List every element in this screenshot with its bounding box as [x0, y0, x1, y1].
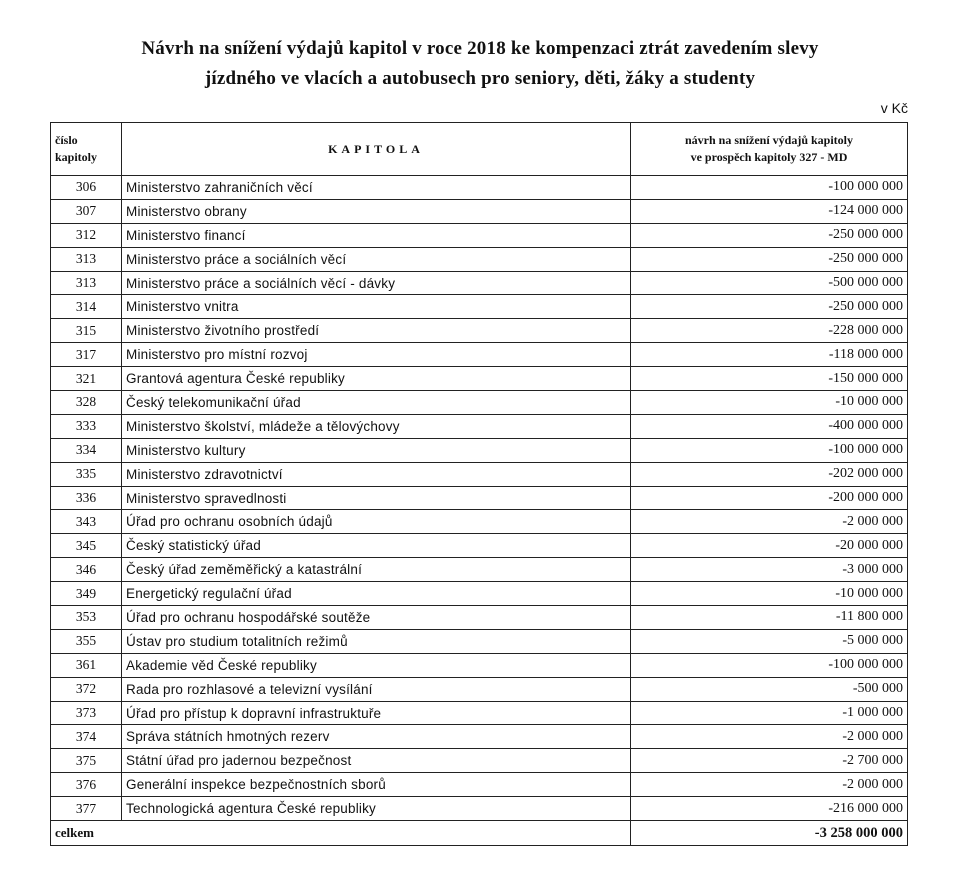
chapter-number-cell: 321	[51, 367, 122, 391]
table-row	[51, 223, 908, 247]
chapter-name-cell: Ministerstvo zahraničních věcí	[122, 176, 631, 200]
chapter-name-cell: Ministerstvo vnitra	[122, 295, 631, 319]
table-row	[51, 199, 908, 223]
chapter-name-cell: Ústav pro studium totalitních režimů	[122, 629, 631, 653]
table-row	[51, 749, 908, 773]
header-chapter-number: číslo kapitoly	[51, 123, 122, 176]
chapter-number-cell: 375	[51, 749, 122, 773]
budget-table	[50, 122, 908, 846]
table-row	[51, 510, 908, 534]
chapter-number-cell: 355	[51, 629, 122, 653]
chapter-value-cell: -2 700 000	[631, 749, 908, 773]
table-row	[51, 343, 908, 367]
chapter-value-cell: -3 000 000	[631, 558, 908, 582]
document-title	[40, 34, 920, 94]
chapter-value-cell: -500 000	[631, 677, 908, 701]
chapter-number-cell: 315	[51, 319, 122, 343]
table-row	[51, 486, 908, 510]
chapter-value-cell: -118 000 000	[631, 343, 908, 367]
chapter-name-cell: Ministerstvo spravedlnosti	[122, 486, 631, 510]
table-row	[51, 176, 908, 200]
chapter-value-cell: -250 000 000	[631, 295, 908, 319]
chapter-number-cell: 307	[51, 199, 122, 223]
chapter-number-cell: 328	[51, 391, 122, 415]
chapter-name-cell: Český úřad zeměměřický a katastrální	[122, 558, 631, 582]
chapter-value-cell: -10 000 000	[631, 582, 908, 606]
table-row	[51, 677, 908, 701]
table-row	[51, 462, 908, 486]
chapter-name-cell: Ministerstvo financí	[122, 223, 631, 247]
table-row	[51, 606, 908, 630]
table-row	[51, 797, 908, 821]
chapter-number-cell: 353	[51, 606, 122, 630]
chapter-value-cell: -400 000 000	[631, 414, 908, 438]
total-value: -3 258 000 000	[631, 821, 908, 846]
chapter-value-cell: -100 000 000	[631, 653, 908, 677]
table-body	[51, 176, 908, 821]
chapter-number-cell: 334	[51, 438, 122, 462]
table-row	[51, 653, 908, 677]
title-line-2: jízdného ve vlacích a autobusech pro seniory, děti, žáky a studenty	[204, 68, 756, 89]
chapter-name-cell: Rada pro rozhlasové a televizní vysílání	[122, 677, 631, 701]
chapter-value-cell: -228 000 000	[631, 319, 908, 343]
table-row	[51, 629, 908, 653]
chapter-number-cell: 317	[51, 343, 122, 367]
table-row	[51, 558, 908, 582]
table-row	[51, 534, 908, 558]
chapter-value-cell: -124 000 000	[631, 199, 908, 223]
chapter-value-cell: -1 000 000	[631, 701, 908, 725]
chapter-name-cell: Ministerstvo školství, mládeže a tělovýchovy	[122, 414, 631, 438]
header-reduction-value: návrh na snížení výdajů kapitoly ve prospěch kapitoly 327 - MD	[631, 123, 908, 176]
total-label: celkem	[51, 821, 631, 846]
chapter-number-cell: 336	[51, 486, 122, 510]
chapter-name-cell: Státní úřad pro jadernou bezpečnost	[122, 749, 631, 773]
chapter-value-cell: -202 000 000	[631, 462, 908, 486]
chapter-number-cell: 374	[51, 725, 122, 749]
chapter-number-cell: 377	[51, 797, 122, 821]
chapter-name-cell: Ministerstvo zdravotnictví	[122, 462, 631, 486]
chapter-name-cell: Ministerstvo obrany	[122, 199, 631, 223]
chapter-value-cell: -150 000 000	[631, 367, 908, 391]
chapter-number-cell: 314	[51, 295, 122, 319]
table-row	[51, 295, 908, 319]
chapter-number-cell: 373	[51, 701, 122, 725]
chapter-name-cell: Český statistický úřad	[122, 534, 631, 558]
table-row	[51, 414, 908, 438]
chapter-number-cell: 376	[51, 773, 122, 797]
chapter-name-cell: Ministerstvo pro místní rozvoj	[122, 343, 631, 367]
chapter-number-cell: 372	[51, 677, 122, 701]
title-line-1: Návrh na snížení výdajů kapitol v roce 2018 ke kompenzaci ztrát zavedením slevy	[141, 38, 819, 59]
chapter-number-cell: 345	[51, 534, 122, 558]
chapter-number-cell: 361	[51, 653, 122, 677]
chapter-name-cell: Český telekomunikační úřad	[122, 391, 631, 415]
total-row	[51, 821, 908, 846]
chapter-value-cell: -2 000 000	[631, 773, 908, 797]
chapter-name-cell: Ministerstvo práce a sociálních věcí	[122, 247, 631, 271]
header-chapter-name: KAPITOLA	[122, 123, 631, 176]
table-row	[51, 701, 908, 725]
chapter-number-cell: 306	[51, 176, 122, 200]
chapter-number-cell: 333	[51, 414, 122, 438]
chapter-name-cell: Úřad pro přístup k dopravní infrastruktuře	[122, 701, 631, 725]
table-row	[51, 391, 908, 415]
chapter-value-cell: -250 000 000	[631, 247, 908, 271]
chapter-value-cell: -100 000 000	[631, 438, 908, 462]
chapter-value-cell: -5 000 000	[631, 629, 908, 653]
table-row	[51, 773, 908, 797]
chapter-name-cell: Grantová agentura České republiky	[122, 367, 631, 391]
chapter-name-cell: Akademie věd České republiky	[122, 653, 631, 677]
chapter-number-cell: 335	[51, 462, 122, 486]
chapter-number-cell: 349	[51, 582, 122, 606]
chapter-name-cell: Úřad pro ochranu hospodářské soutěže	[122, 606, 631, 630]
chapter-name-cell: Ministerstvo kultury	[122, 438, 631, 462]
chapter-name-cell: Ministerstvo práce a sociálních věcí - dávky	[122, 271, 631, 295]
chapter-value-cell: -20 000 000	[631, 534, 908, 558]
chapter-name-cell: Energetický regulační úřad	[122, 582, 631, 606]
table-row	[51, 319, 908, 343]
chapter-value-cell: -200 000 000	[631, 486, 908, 510]
chapter-number-cell: 313	[51, 271, 122, 295]
table-row	[51, 271, 908, 295]
chapter-number-cell: 346	[51, 558, 122, 582]
table-row	[51, 725, 908, 749]
table-row	[51, 367, 908, 391]
chapter-value-cell: -2 000 000	[631, 510, 908, 534]
chapter-name-cell: Správa státních hmotných rezerv	[122, 725, 631, 749]
chapter-name-cell: Technologická agentura České republiky	[122, 797, 631, 821]
table-row	[51, 582, 908, 606]
chapter-value-cell: -250 000 000	[631, 223, 908, 247]
chapter-value-cell: -216 000 000	[631, 797, 908, 821]
chapter-name-cell: Generální inspekce bezpečnostních sborů	[122, 773, 631, 797]
chapter-number-cell: 313	[51, 247, 122, 271]
table-row	[51, 438, 908, 462]
chapter-value-cell: -2 000 000	[631, 725, 908, 749]
chapter-number-cell: 343	[51, 510, 122, 534]
chapter-number-cell: 312	[51, 223, 122, 247]
chapter-value-cell: -100 000 000	[631, 176, 908, 200]
table-row	[51, 247, 908, 271]
chapter-value-cell: -10 000 000	[631, 391, 908, 415]
chapter-value-cell: -500 000 000	[631, 271, 908, 295]
chapter-name-cell: Ministerstvo životního prostředí	[122, 319, 631, 343]
chapter-name-cell: Úřad pro ochranu osobních údajů	[122, 510, 631, 534]
currency-unit: v Kč	[880, 100, 908, 116]
chapter-value-cell: -11 800 000	[631, 606, 908, 630]
table-header-row	[51, 123, 908, 176]
